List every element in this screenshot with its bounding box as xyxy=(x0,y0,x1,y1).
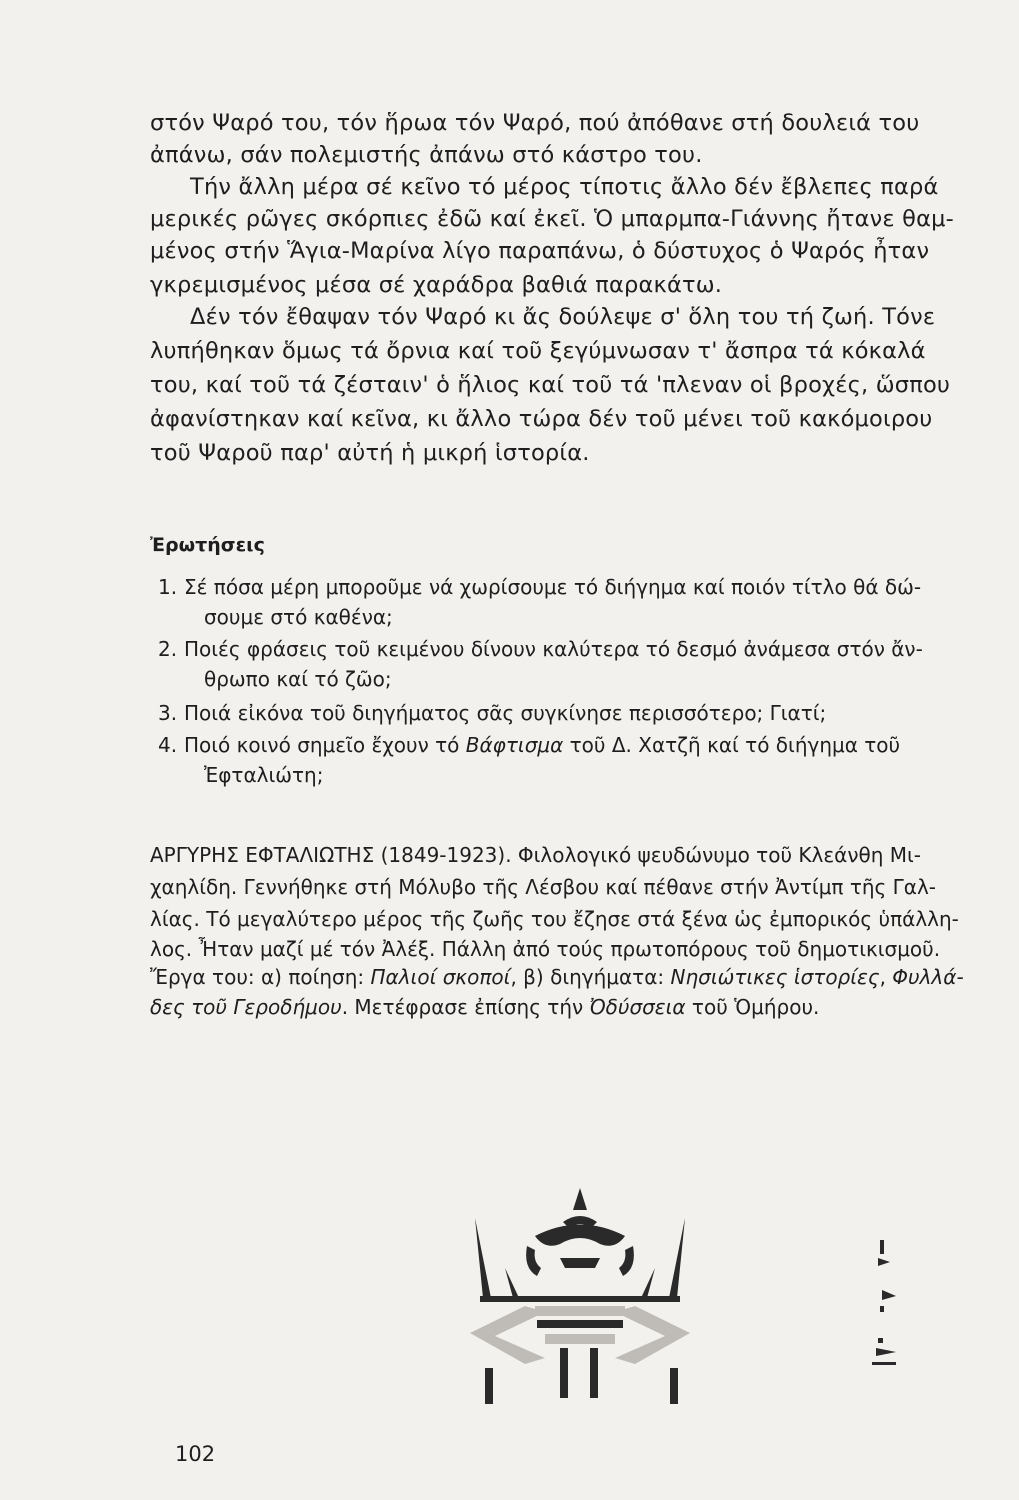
bio-text: χαηλίδη. Γεννήθηκε στή Μόλυβο τῆς Λέσβου καί πέθανε στήν Ἀντίμπ τῆς Γαλ- xyxy=(150,875,937,899)
bio-text-a: . Μετέφρασε ἐπίσης τήν xyxy=(341,995,590,1019)
bio-line-3 xyxy=(150,904,1010,934)
bio-line-1 xyxy=(150,840,1010,870)
story-line-8: λυπήθηκαν ὅμως τά ὄρνια καί τοῦ ξεγύμνωσαν τ' ἄσπρα τά κόκαλά xyxy=(150,338,926,364)
story-line-2: ἀπάνω, σάν πολεμιστής ἀπάνω στό κάστρο του. xyxy=(150,142,703,168)
work-title: Φυλλά- xyxy=(892,965,964,989)
question-text-a: Ποιό κοινό σημεῖο ἔχουν τό xyxy=(184,733,466,757)
work-title: Νησιώτικες ἱστορίες xyxy=(670,965,880,989)
question-text-cont: Ἐφταλιώτη; xyxy=(204,763,324,787)
bio-text-b: τοῦ Ὁμήρου. xyxy=(685,995,820,1019)
question-text-cont: σουμε στό καθένα; xyxy=(204,605,393,629)
story-line-1: στόν Ψαρό του, τόν ἥρωα τόν Ψαρό, πού ἀπόθανε στή δουλειά του xyxy=(150,110,920,136)
bio-text-b: , β) διηγήματα: xyxy=(510,965,671,989)
question-text-cont: θρωπο καί τό ζῶο; xyxy=(204,667,392,691)
story-line-9: του, καί τοῦ τά ζέσταιν' ὁ ἥλιος καί τοῦ τά 'πλεναν οἱ βροχές, ὥσπου xyxy=(150,372,951,398)
question-number: 1. xyxy=(158,575,178,599)
question-text: Σέ πόσα μέρη μποροῦμε νά χωρίσουμε τό διήγημα καί ποιόν τίτλο θά δώ- xyxy=(184,575,922,599)
story-line-4: μερικές ρῶγες σκόρπιες ἐδῶ καί ἐκεῖ. Ὁ μπαρμπα-Γιάννης ἤτανε θαμ- xyxy=(150,206,954,232)
bio-line-6 xyxy=(150,992,1010,1022)
question-text: Ποιές φράσεις τοῦ κειμένου δίνουν καλύτερα τό δεσμό ἀνάμεσα στόν ἄν- xyxy=(184,637,923,661)
bio-text-c: , xyxy=(879,965,893,989)
bio-line-5 xyxy=(150,962,1010,992)
decorative-marks-icon xyxy=(860,1240,910,1370)
question-number: 4. xyxy=(158,733,178,757)
work-title: δες τοῦ Γεροδήμου xyxy=(150,995,342,1019)
question-text-b: τοῦ Δ. Χατζῆ καί τό διήγημα τοῦ xyxy=(563,733,901,757)
bio-text xyxy=(150,965,964,989)
bio-text: λος. Ἦταν μαζί μέ τόν Ἀλέξ. Πάλλη ἀπό τούς πρωτοπόρους τοῦ δημοτικισμοῦ. xyxy=(150,937,941,961)
story-line-10: ἀφανίστηκαν καί κεῖνα, κι ἄλλο τώρα δέν τοῦ μένει τοῦ κακόμοιρου xyxy=(150,406,933,432)
question-text: Ποιά εἰκόνα τοῦ διηγήματος σᾶς συγκίνησε περισσότερο; Γιατί; xyxy=(184,701,827,725)
question-number: 2. xyxy=(158,637,178,661)
questions-heading: Ἐρωτήσεις xyxy=(150,534,265,556)
bio-text-a: Ἔργα του: α) ποίηση: xyxy=(150,965,371,989)
story-line-5: μένος στήν Ἅγια-Μαρίνα λίγο παραπάνω, ὁ δύστυχος ὁ Ψαρός ἦταν xyxy=(150,238,930,264)
bio-line-4 xyxy=(150,934,1010,964)
work-title: Βάφτισμα xyxy=(465,733,564,757)
folk-ornament-icon xyxy=(465,1188,695,1408)
work-title: Ὀδύσσεια xyxy=(589,995,686,1019)
story-line-7: Δέν τόν ἔθαψαν τόν Ψαρό κι ἄς δούλεψε σ' ὅλη του τή ζωή. Τόνε xyxy=(190,304,936,330)
story-line-6: γκρεμισμένος μέσα σέ χαράδρα βαθιά παρακάτω. xyxy=(150,272,723,298)
story-line-11: τοῦ Ψαροῦ παρ' αὐτή ἡ μικρή ἱστορία. xyxy=(150,440,590,466)
question-number: 3. xyxy=(158,701,178,725)
bio-line-2 xyxy=(150,872,1010,902)
bio-text: λίας. Τό μεγαλύτερο μέρος τῆς ζωῆς του ἔζησε στά ξένα ὡς ἐμπορικός ὑπάλλη- xyxy=(150,907,959,931)
bio-text: ΑΡΓΥΡΗΣ ΕΦΤΑΛΙΩΤΗΣ (1849-1923). Φιλολογικό ψευδώνυμο τοῦ Κλεάνθη Μι- xyxy=(150,843,922,867)
work-title: Παλιοί σκοποί xyxy=(370,965,511,989)
page-number: 102 xyxy=(175,1442,216,1466)
question-text xyxy=(184,730,900,760)
story-line-3: Τήν ἄλλη μέρα σέ κεῖνο τό μέρος τίποτις ἄλλο δέν ἔβλεπες παρά xyxy=(190,174,939,200)
bio-text xyxy=(150,995,819,1019)
